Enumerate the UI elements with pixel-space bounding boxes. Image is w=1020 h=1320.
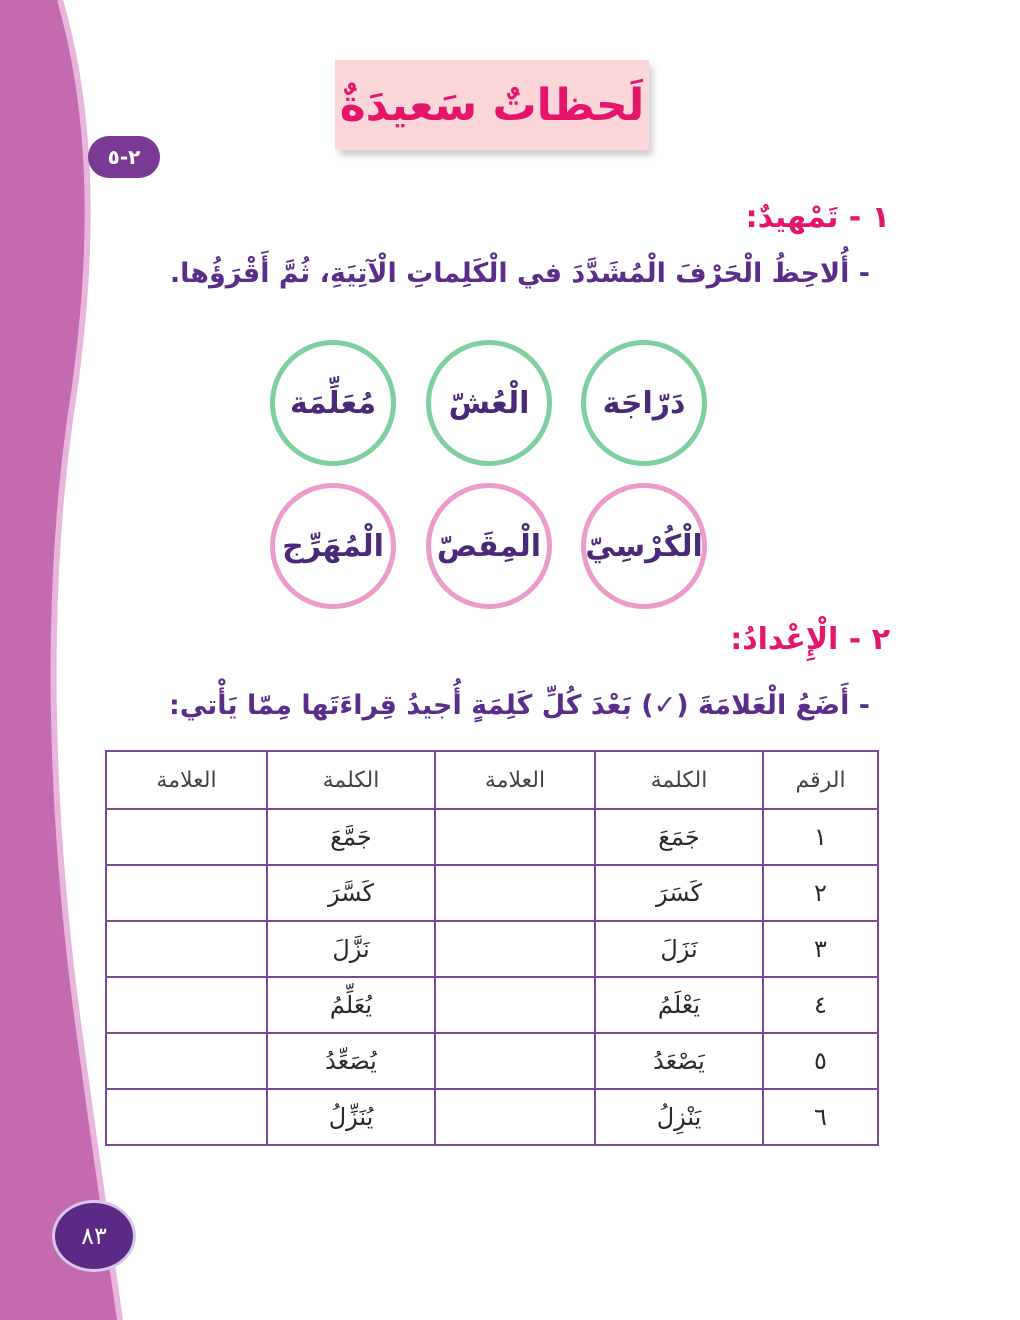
- word-circle-pink-2: الْمِقَصّ: [426, 483, 552, 609]
- word-circle-green-2: الْعُشّ: [426, 340, 552, 466]
- check-cell[interactable]: [106, 921, 267, 977]
- row-number: ٣: [763, 921, 878, 977]
- row-number: ٥: [763, 1033, 878, 1089]
- word-shadda: يُصَعِّدُ: [267, 1033, 435, 1089]
- table-row: [106, 921, 878, 977]
- row-number: ٤: [763, 977, 878, 1033]
- check-cell[interactable]: [106, 865, 267, 921]
- word-circle-pink-3: الْمُهَرِّج: [270, 483, 396, 609]
- word-check-table: [105, 750, 879, 1146]
- check-cell[interactable]: [106, 1033, 267, 1089]
- word-shadda: جَمَّعَ: [267, 809, 435, 865]
- header-word-1: الكلمة: [595, 751, 763, 809]
- word-plain: يَصْعَدُ: [595, 1033, 763, 1089]
- word-shadda: يُنَزِّلُ: [267, 1089, 435, 1145]
- section1-instruction: - أُلاحِظُ الْحَرْفَ الْمُشَدَّدَ في الْكَلِماتِ الْآتِيَةِ، ثُمَّ أَقْرَؤُها.: [169, 258, 870, 289]
- row-number: ٦: [763, 1089, 878, 1145]
- check-cell[interactable]: [435, 1089, 595, 1145]
- word-plain: نَزَلَ: [595, 921, 763, 977]
- table-row: [106, 977, 878, 1033]
- word-plain: يَنْزِلُ: [595, 1089, 763, 1145]
- word-shadda: نَزَّلَ: [267, 921, 435, 977]
- word-circle-green-1: دَرّاجَة: [581, 340, 707, 466]
- table-row: [106, 865, 878, 921]
- row-number: ٢: [763, 865, 878, 921]
- table-row: [106, 1089, 878, 1145]
- check-cell[interactable]: [435, 809, 595, 865]
- section1-heading: ١ - تَمْهيدٌ:: [745, 200, 890, 235]
- table-row: [106, 1033, 878, 1089]
- title-banner: [335, 60, 649, 150]
- check-cell[interactable]: [435, 1033, 595, 1089]
- word-plain: جَمَعَ: [595, 809, 763, 865]
- check-cell[interactable]: [106, 809, 267, 865]
- row-number: ١: [763, 809, 878, 865]
- check-cell[interactable]: [435, 977, 595, 1033]
- header-mark-2: العلامة: [106, 751, 267, 809]
- check-cell[interactable]: [106, 1089, 267, 1145]
- word-circle-green-3: مُعَلِّمَة: [270, 340, 396, 466]
- word-circle-pink-1: الْكُرْسِيّ: [581, 483, 707, 609]
- table-header-row: [106, 751, 878, 809]
- page-title: لَحظاتٌ سَعيدَةٌ: [339, 79, 645, 131]
- section2-heading: ٢ - الْإِعْدادُ:: [730, 622, 890, 657]
- header-number: الرقم: [763, 751, 878, 809]
- word-shadda: كَسَّرَ: [267, 865, 435, 921]
- header-word-2: الكلمة: [267, 751, 435, 809]
- lesson-number-badge: ٢-٥: [88, 136, 160, 178]
- page-number: ٨٣: [52, 1200, 136, 1272]
- check-cell[interactable]: [435, 921, 595, 977]
- check-cell[interactable]: [106, 977, 267, 1033]
- word-plain: يَعْلَمُ: [595, 977, 763, 1033]
- check-cell[interactable]: [435, 865, 595, 921]
- table-row: [106, 809, 878, 865]
- word-shadda: يُعَلِّمُ: [267, 977, 435, 1033]
- section2-instruction: - أَضَعُ الْعَلامَةَ (✓) بَعْدَ كُلِّ كَلِمَةٍ أُجيدُ قِراءَتَها مِمّا يَأْتي:: [169, 690, 870, 721]
- header-mark-1: العلامة: [435, 751, 595, 809]
- word-plain: كَسَرَ: [595, 865, 763, 921]
